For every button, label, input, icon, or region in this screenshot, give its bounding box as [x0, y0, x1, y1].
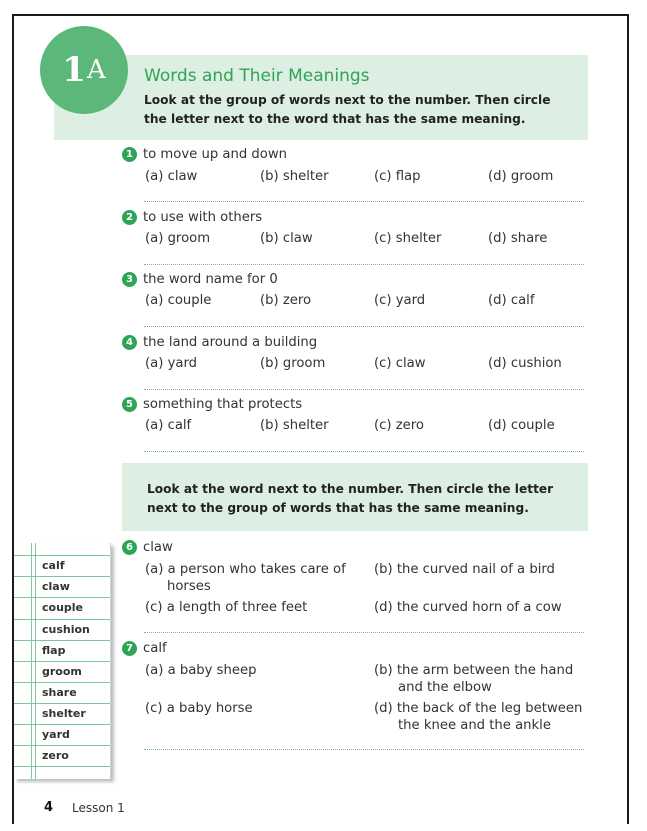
- question-7: [122, 641, 167, 656]
- badge-number: 1: [62, 50, 86, 90]
- question-prompt: something that protects: [143, 397, 303, 412]
- option-b[interactable]: (b) groom: [260, 356, 326, 371]
- answer-divider: [144, 451, 584, 452]
- word-list-item: cushion: [14, 619, 110, 640]
- section-title: Words and Their Meanings: [144, 66, 370, 86]
- question-number: 7: [122, 641, 137, 656]
- question-number: 1: [122, 147, 137, 162]
- answer-divider: [144, 264, 584, 265]
- question-number: 3: [122, 272, 137, 287]
- option-b[interactable]: (b) shelter: [260, 169, 329, 184]
- option-b[interactable]: (b) zero: [260, 293, 312, 308]
- question-number: 5: [122, 397, 137, 412]
- option-c[interactable]: (c) zero: [374, 418, 424, 433]
- question-4: [122, 335, 317, 350]
- question-prompt: calf: [143, 641, 167, 656]
- answer-divider: [144, 201, 584, 202]
- word-list-item: claw: [14, 576, 110, 597]
- option-d[interactable]: (d) share: [488, 231, 548, 246]
- word-list-item: yard: [14, 724, 110, 745]
- option-c[interactable]: (c) flap: [374, 169, 421, 184]
- word-list-item: couple: [14, 597, 110, 618]
- question-prompt: to move up and down: [143, 147, 287, 162]
- badge-letter: A: [86, 55, 106, 85]
- option-a[interactable]: (a) a baby sheep: [145, 663, 257, 678]
- question-number: 6: [122, 540, 137, 555]
- question-3: [122, 272, 278, 287]
- option-d[interactable]: (d) groom: [488, 169, 554, 184]
- word-list-item: zero: [14, 745, 110, 766]
- question-number: 2: [122, 210, 137, 225]
- option-a[interactable]: (a) claw: [145, 169, 198, 184]
- option-d[interactable]: (d) couple: [488, 418, 555, 433]
- word-list-item: shelter: [14, 703, 110, 724]
- option-b[interactable]: (b) the curved nail of a bird: [374, 562, 555, 577]
- option-c[interactable]: (c) yard: [374, 293, 426, 308]
- option-b[interactable]: (b) shelter: [260, 418, 329, 433]
- question-prompt: to use with others: [143, 210, 263, 225]
- question-1: [122, 147, 287, 162]
- word-list-item: calf: [14, 555, 110, 576]
- option-a[interactable]: (a) a person who takes care of horses: [145, 562, 346, 594]
- instructions-part1: Look at the group of words next to the number. Then circle the letter next to the word that has the same meaning.: [144, 93, 551, 126]
- option-b[interactable]: (b) the arm between the hand and the elbow: [374, 663, 574, 695]
- question-prompt: the land around a building: [143, 335, 318, 350]
- word-list-item: flap: [14, 640, 110, 661]
- option-c[interactable]: (c) a length of three feet: [145, 600, 308, 615]
- question-prompt: claw: [143, 540, 173, 555]
- lesson-label: Lesson 1: [72, 801, 125, 815]
- option-d[interactable]: (d) the curved horn of a cow: [374, 600, 562, 615]
- question-5: [122, 397, 302, 412]
- word-list-row-end: [14, 766, 110, 787]
- answer-divider: [144, 389, 584, 390]
- word-list-item: groom: [14, 661, 110, 682]
- question-prompt: the word name for 0: [143, 272, 278, 287]
- word-list-box: [14, 543, 111, 779]
- question-number: 4: [122, 335, 137, 350]
- question-6: [122, 540, 173, 555]
- option-d[interactable]: (d) calf: [488, 293, 535, 308]
- option-a[interactable]: (a) groom: [145, 231, 211, 246]
- option-d[interactable]: (d) the back of the leg between the knee and the ankle: [374, 701, 583, 733]
- option-d[interactable]: (d) cushion: [488, 356, 562, 371]
- option-c[interactable]: (c) a baby horse: [145, 701, 253, 716]
- option-c[interactable]: (c) claw: [374, 356, 426, 371]
- lesson-badge: [40, 26, 128, 114]
- option-a[interactable]: (a) couple: [145, 293, 212, 308]
- instructions-part2: Look at the word next to the number. Then circle the letter next to the group of words that has the same meaning.: [147, 482, 554, 515]
- answer-divider: [144, 326, 584, 327]
- option-a[interactable]: (a) yard: [145, 356, 198, 371]
- word-list-item: share: [14, 682, 110, 703]
- option-b[interactable]: (b) claw: [260, 231, 313, 246]
- option-c[interactable]: (c) shelter: [374, 231, 442, 246]
- option-a[interactable]: (a) calf: [145, 418, 192, 433]
- page-number: 4: [44, 800, 54, 815]
- answer-divider: [144, 749, 584, 750]
- question-2: [122, 210, 262, 225]
- answer-divider: [144, 632, 584, 633]
